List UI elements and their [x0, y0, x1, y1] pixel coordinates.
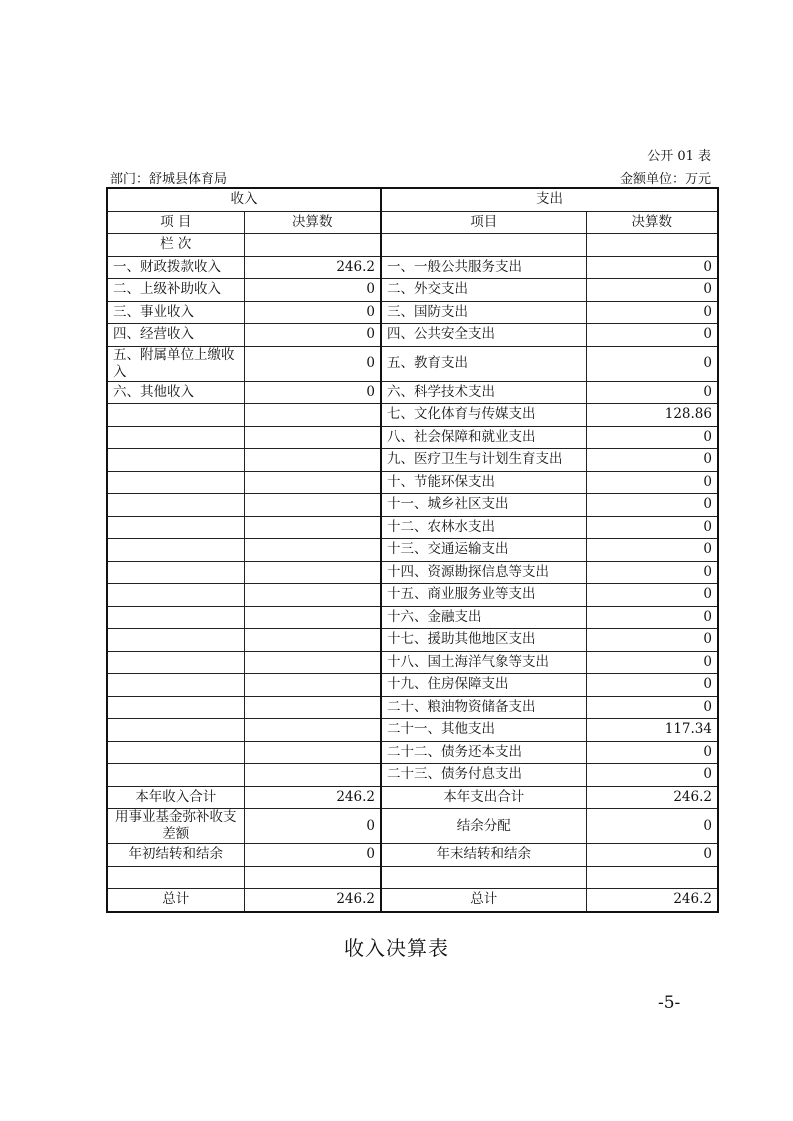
income-item-cell — [107, 539, 244, 562]
income-item-cell: 五、附属单位上缴收入 — [107, 346, 244, 381]
income-item-cell — [107, 719, 244, 742]
table-row — [107, 696, 718, 719]
expense-item-cell: 二十一、其他支出 — [381, 719, 586, 742]
table-row — [107, 381, 718, 404]
total-income-amount: 246.2 — [244, 889, 381, 912]
expense-amount-cell: 128.86 — [586, 404, 718, 427]
income-amount-cell — [244, 651, 381, 674]
section-expense: 支出 — [381, 188, 718, 211]
expense-amount-cell: 0 — [586, 764, 718, 787]
expense-subtotal-label: 本年支出合计 — [381, 786, 586, 809]
income-item-cell — [107, 584, 244, 607]
table-row — [107, 404, 718, 427]
income-subtotal-amount: 246.2 — [244, 786, 381, 809]
expense-item-cell: 六、科学技术支出 — [381, 381, 586, 404]
page-number: -5- — [658, 993, 681, 1013]
table-row — [107, 719, 718, 742]
income-amount-cell: 0 — [244, 301, 381, 324]
table-row — [107, 584, 718, 607]
expense-item-cell: 三、国防支出 — [381, 301, 586, 324]
income-expense-table — [106, 187, 719, 913]
table-caption: 收入决算表 — [344, 936, 449, 960]
income-item-cell — [107, 651, 244, 674]
expense-amount-cell: 0 — [586, 741, 718, 764]
expense-item-cell: 十六、金融支出 — [381, 606, 586, 629]
expense-item-cell: 二十三、债务付息支出 — [381, 764, 586, 787]
income-amount-cell — [244, 719, 381, 742]
table-row — [107, 516, 718, 539]
total-income-label: 总计 — [107, 889, 244, 912]
expense-item-cell: 七、文化体育与传媒支出 — [381, 404, 586, 427]
income-amount-cell — [244, 404, 381, 427]
table-row — [107, 674, 718, 697]
table-row — [107, 741, 718, 764]
column-index-row — [107, 234, 718, 257]
expense-amount-cell: 0 — [586, 494, 718, 517]
table-row — [107, 651, 718, 674]
expense-item-cell: 十二、农林水支出 — [381, 516, 586, 539]
expense-item-cell: 一、一般公共服务支出 — [381, 256, 586, 279]
expense-amount-cell: 117.34 — [586, 719, 718, 742]
income-item-cell — [107, 674, 244, 697]
income-item-cell: 四、经营收入 — [107, 324, 244, 347]
income-amount-cell — [244, 764, 381, 787]
column-index-label: 栏 次 — [107, 234, 244, 257]
income-amount-cell: 0 — [244, 381, 381, 404]
income-amount-cell: 0 — [244, 279, 381, 302]
table-row — [107, 764, 718, 787]
income-amount-cell — [244, 674, 381, 697]
expense-amount-cell: 0 — [586, 651, 718, 674]
income-item-cell — [107, 741, 244, 764]
expense-amount-cell: 0 — [586, 449, 718, 472]
income-amount-cell — [244, 561, 381, 584]
section-header-row — [107, 188, 718, 211]
income-amount-cell — [244, 629, 381, 652]
table-row — [107, 346, 718, 381]
expense-amount-cell: 0 — [586, 471, 718, 494]
income-item-cell — [107, 449, 244, 472]
income-amount-cell: 0 — [244, 324, 381, 347]
expense-subtotal-amount: 246.2 — [586, 786, 718, 809]
expense-amount-cell: 0 — [586, 584, 718, 607]
expense-item-cell: 十三、交通运输支出 — [381, 539, 586, 562]
income-item-cell: 六、其他收入 — [107, 381, 244, 404]
income-amount-cell — [244, 449, 381, 472]
table-row — [107, 279, 718, 302]
income-item-cell — [107, 404, 244, 427]
income-amount-cell — [244, 426, 381, 449]
fund-income-amount: 0 — [244, 809, 381, 844]
total-expense-label: 总计 — [381, 889, 586, 912]
table-row — [107, 494, 718, 517]
expense-amount-cell: 0 — [586, 561, 718, 584]
income-item-cell — [107, 561, 244, 584]
income-item-cell — [107, 494, 244, 517]
expense-amount-cell: 0 — [586, 346, 718, 381]
fund-expense-amount: 0 — [586, 809, 718, 844]
table-row — [107, 629, 718, 652]
carry-expense-amount: 0 — [586, 844, 718, 867]
expense-amount-cell: 0 — [586, 674, 718, 697]
carry-income-label: 年初结转和结余 — [107, 844, 244, 867]
income-amount-cell: 0 — [244, 346, 381, 381]
table-row — [107, 256, 718, 279]
expense-item-cell: 十一、城乡社区支出 — [381, 494, 586, 517]
expense-item-cell: 十五、商业服务业等支出 — [381, 584, 586, 607]
income-item-cell — [107, 426, 244, 449]
subtotal-row — [107, 786, 718, 809]
expense-item-cell: 二十二、债务还本支出 — [381, 741, 586, 764]
total-row — [107, 889, 718, 912]
income-amount-cell — [244, 494, 381, 517]
expense-item-cell: 十、节能环保支出 — [381, 471, 586, 494]
department-label: 部门：舒城县体育局 — [110, 172, 228, 187]
form-number: 公开 01 表 — [647, 149, 711, 164]
expense-amount-cell: 0 — [586, 301, 718, 324]
table-row — [107, 324, 718, 347]
income-subtotal-label: 本年收入合计 — [107, 786, 244, 809]
expense-item-cell: 十八、国土海洋气象等支出 — [381, 651, 586, 674]
expense-amount-cell: 0 — [586, 606, 718, 629]
table-row — [107, 449, 718, 472]
table-row — [107, 471, 718, 494]
income-amount-cell: 246.2 — [244, 256, 381, 279]
expense-amount-cell: 0 — [586, 279, 718, 302]
expense-amount-cell: 0 — [586, 539, 718, 562]
section-income: 收入 — [107, 188, 381, 211]
expense-item-cell: 十四、资源勘探信息等支出 — [381, 561, 586, 584]
table-row — [107, 561, 718, 584]
expense-amount-cell: 0 — [586, 426, 718, 449]
income-amount-cell — [244, 471, 381, 494]
fund-income-label: 用事业基金弥补收支差额 — [107, 809, 244, 844]
expense-item-cell: 十九、住房保障支出 — [381, 674, 586, 697]
expense-amount-cell: 0 — [586, 516, 718, 539]
fund-row — [107, 809, 718, 844]
header-expense-item: 项目 — [381, 211, 586, 234]
expense-item-cell: 四、公共安全支出 — [381, 324, 586, 347]
unit-label: 金额单位：万元 — [619, 172, 711, 187]
carry-expense-label: 年末结转和结余 — [381, 844, 586, 867]
carry-row — [107, 844, 718, 867]
header-income-amount: 决算数 — [244, 211, 381, 234]
blank-row — [107, 866, 718, 889]
income-amount-cell — [244, 696, 381, 719]
income-item-cell — [107, 629, 244, 652]
income-amount-cell — [244, 606, 381, 629]
table-row — [107, 426, 718, 449]
expense-amount-cell: 0 — [586, 696, 718, 719]
income-item-cell — [107, 696, 244, 719]
income-amount-cell — [244, 539, 381, 562]
column-header-row — [107, 211, 718, 234]
income-item-cell: 一、财政拨款收入 — [107, 256, 244, 279]
header-expense-amount: 决算数 — [586, 211, 718, 234]
income-item-cell: 三、事业收入 — [107, 301, 244, 324]
expense-item-cell: 十七、援助其他地区支出 — [381, 629, 586, 652]
fund-expense-label: 结余分配 — [381, 809, 586, 844]
expense-amount-cell: 0 — [586, 324, 718, 347]
expense-amount-cell: 0 — [586, 629, 718, 652]
expense-item-cell: 二、外交支出 — [381, 279, 586, 302]
expense-item-cell: 五、教育支出 — [381, 346, 586, 381]
table-row — [107, 539, 718, 562]
income-item-cell: 二、上级补助收入 — [107, 279, 244, 302]
income-item-cell — [107, 764, 244, 787]
carry-income-amount: 0 — [244, 844, 381, 867]
income-item-cell — [107, 471, 244, 494]
total-expense-amount: 246.2 — [586, 889, 718, 912]
expense-amount-cell: 0 — [586, 381, 718, 404]
expense-item-cell: 八、社会保障和就业支出 — [381, 426, 586, 449]
expense-amount-cell: 0 — [586, 256, 718, 279]
table-row — [107, 301, 718, 324]
expense-item-cell: 九、医疗卫生与计划生育支出 — [381, 449, 586, 472]
income-amount-cell — [244, 741, 381, 764]
header-income-item: 项 目 — [107, 211, 244, 234]
income-amount-cell — [244, 584, 381, 607]
expense-item-cell: 二十、粮油物资储备支出 — [381, 696, 586, 719]
income-amount-cell — [244, 516, 381, 539]
income-item-cell — [107, 606, 244, 629]
income-item-cell — [107, 516, 244, 539]
table-row — [107, 606, 718, 629]
